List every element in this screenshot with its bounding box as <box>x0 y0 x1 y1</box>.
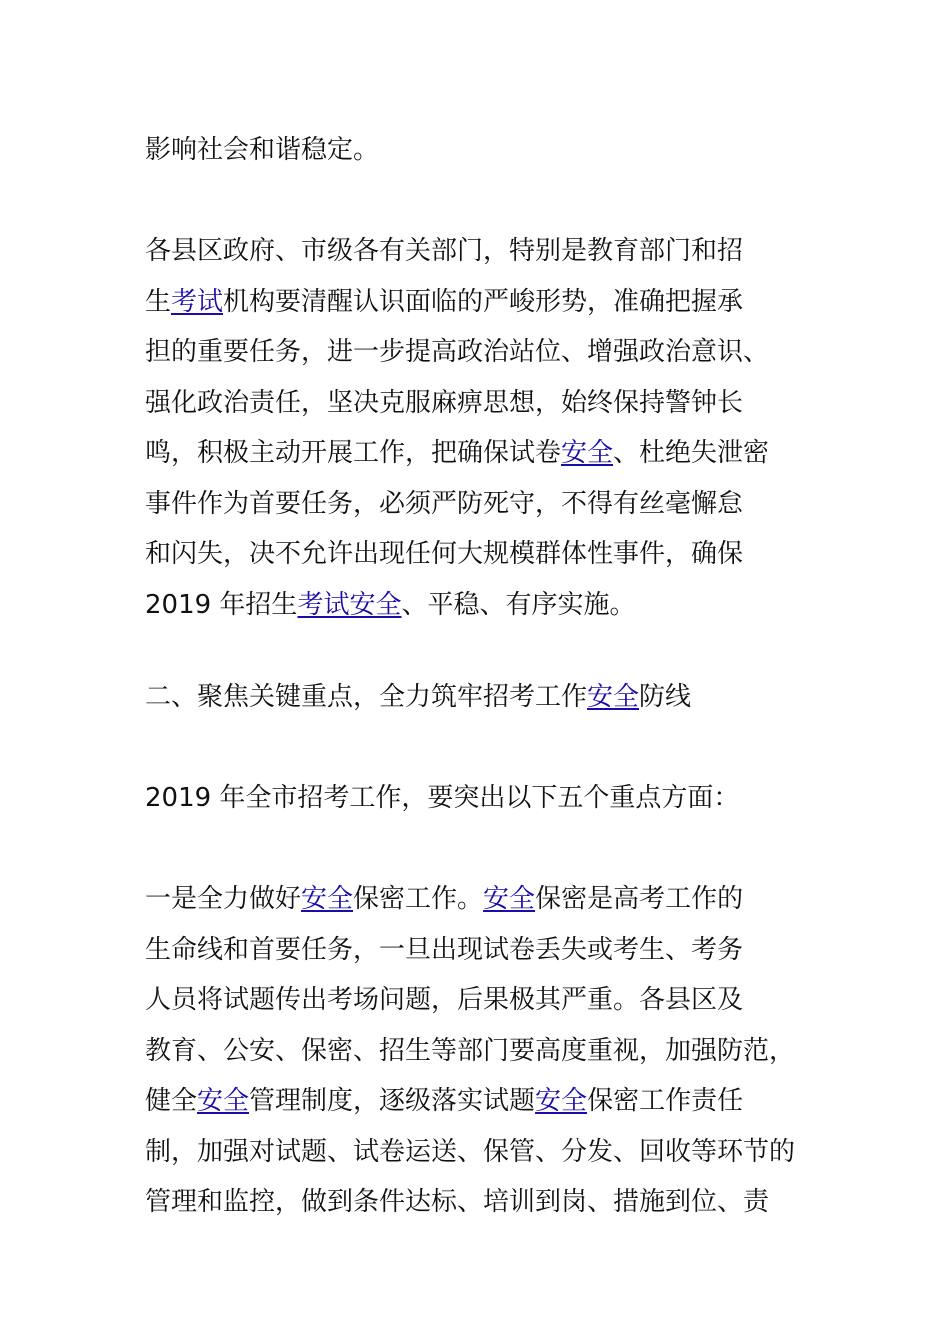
text-run: 2019 年全市招考工作，要突出以下五个重点方面： <box>145 783 740 813</box>
paragraph-department-responsibilities <box>145 226 807 630</box>
text-line <box>145 479 807 530</box>
keyword-link[interactable]: 安全 <box>561 438 614 468</box>
text-line <box>145 1076 807 1127</box>
text-run: 影响社会和谐稳定。 <box>145 135 380 165</box>
paragraph-security-confidentiality <box>145 874 807 1228</box>
text-line <box>145 1026 807 1077</box>
text-line <box>145 378 807 429</box>
text-run: 和闪失，决不允许出现任何大规模群体性事件，确保 <box>145 539 744 569</box>
text-run: 管理制度，逐级落实试题 <box>249 1086 536 1116</box>
text-line <box>145 529 807 580</box>
text-run: 生 <box>145 286 172 317</box>
paragraph-social-harmony <box>145 125 807 176</box>
text-run: 生命线和首要任务，一旦出现试卷丢失或考生、考务 <box>145 934 744 965</box>
text-line <box>145 672 807 723</box>
text-run: 担的重要任务，进一步提高政治站位、增强政治意识、 <box>145 337 770 367</box>
text-line <box>145 1127 807 1178</box>
text-line <box>145 277 807 328</box>
text-run: 、平稳、有序实施。 <box>401 589 636 620</box>
text-run: 事件作为首要任务，必须严防死守，不得有丝毫懈怠 <box>145 488 744 519</box>
text-line <box>145 226 807 277</box>
keyword-link[interactable]: 安全 <box>301 884 354 914</box>
text-line <box>145 125 807 176</box>
text-run: 一是全力做好 <box>145 884 302 914</box>
keyword-link[interactable]: 安全 <box>587 682 640 712</box>
keyword-link[interactable]: 考试安全 <box>297 589 402 620</box>
text-run: 保密工作。 <box>353 884 484 914</box>
text-line <box>145 925 807 976</box>
text-run: 2019 年招生 <box>145 589 298 620</box>
keyword-link[interactable]: 安全 <box>483 884 536 914</box>
keyword-link[interactable]: 安全 <box>197 1086 250 1116</box>
paragraph-five-key-points-intro <box>145 773 807 824</box>
keyword-link[interactable]: 安全 <box>535 1086 588 1116</box>
text-run: 人员将试题传出考场问题，后果极其严重。各县区及 <box>145 985 744 1015</box>
text-run: 二、聚焦关键重点，全力筑牢招考工作 <box>145 682 588 712</box>
text-run: 保密工作责任 <box>587 1086 744 1116</box>
keyword-link[interactable]: 考试 <box>171 286 224 317</box>
text-run: 管理和监控，做到条件达标、培训到岗、措施到位、责 <box>145 1187 770 1217</box>
text-line <box>145 580 807 631</box>
section-heading-two <box>145 672 807 723</box>
text-run: 机构要清醒认识面临的严峻形势，准确把握承 <box>223 286 744 317</box>
text-run: 教育、公安、保密、招生等部门要高度重视，加强防范， <box>145 1035 796 1066</box>
text-line <box>145 975 807 1026</box>
text-line <box>145 1177 807 1228</box>
text-line <box>145 428 807 479</box>
text-run: 鸣，积极主动开展工作，把确保试卷 <box>145 438 562 468</box>
text-line <box>145 773 807 824</box>
text-run: 健全 <box>145 1086 198 1116</box>
text-line <box>145 327 807 378</box>
text-run: 、杜绝失泄密 <box>613 438 770 468</box>
text-run: 各县区政府、市级各有关部门，特别是教育部门和招 <box>145 236 744 266</box>
text-line <box>145 874 807 925</box>
text-run: 制，加强对试题、试卷运送、保管、分发、回收等环节的 <box>145 1136 796 1167</box>
text-run: 保密是高考工作的 <box>535 884 744 914</box>
text-run: 防线 <box>639 682 692 712</box>
text-run: 强化政治责任，坚决克服麻痹思想，始终保持警钟长 <box>145 387 744 418</box>
